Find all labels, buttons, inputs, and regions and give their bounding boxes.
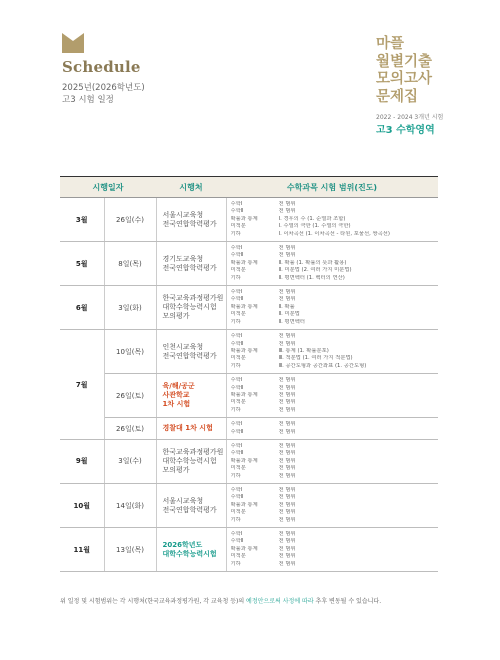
subject-range-line <box>231 231 434 238</box>
subject-range: 전 범위 <box>278 208 296 215</box>
date-cell: 26일(토) <box>104 374 156 418</box>
month-cell: 11월 <box>60 528 104 572</box>
subject-range-line <box>231 517 434 524</box>
subject-range: 전 범위 <box>278 487 296 493</box>
subject-range: 전 범위 <box>278 472 296 479</box>
organizer-line: 인천시교육청 <box>162 342 204 351</box>
subject-range: 전 범위 <box>278 545 296 552</box>
subject-range-line <box>231 341 434 348</box>
organizer-line: 경기도교육청 <box>162 254 204 263</box>
subject-range: 전 범위 <box>278 391 296 398</box>
subject-range: 전 범위 <box>278 399 296 406</box>
organizer-cell <box>156 198 226 242</box>
header-org: 시행처 <box>156 177 226 198</box>
subject-range-line <box>231 348 434 355</box>
table-row <box>60 242 438 286</box>
date-cell: 10일(목) <box>104 330 156 374</box>
month-cell: 5월 <box>60 242 104 286</box>
subject-range: 전 범위 <box>278 501 296 508</box>
date-cell: 26일(토) <box>104 418 156 440</box>
subject-name: 확률과 통계 <box>230 347 258 354</box>
table-row <box>60 439 438 483</box>
date-cell: 26일(수) <box>104 198 156 242</box>
page-subtitle-exam: 고3 시험 일정 <box>62 95 114 105</box>
organizer-line: 서울시교육청 <box>162 496 204 505</box>
subject-name: 확률과 통계 <box>230 303 258 310</box>
subject-range-line <box>231 296 434 303</box>
subject-name: 수학Ⅰ <box>230 377 243 384</box>
organizer-line: 전국연합학력평가 <box>162 263 217 272</box>
month-cell: 3월 <box>60 198 104 242</box>
subject-range: 전 범위 <box>278 442 296 449</box>
subject-name: 기하 <box>230 516 241 523</box>
table-header-row <box>60 177 438 198</box>
subject-range: 전 범위 <box>278 531 296 538</box>
subject-name: 미적분 <box>230 311 246 318</box>
subject-name: 미적분 <box>230 223 246 230</box>
subject-range-line <box>231 333 434 340</box>
subject-name: 미적분 <box>230 355 246 362</box>
header-date: 시행일자 <box>60 177 156 198</box>
subject-name: 수학Ⅰ <box>230 442 243 449</box>
table-row <box>60 418 438 440</box>
subject-name: 수학Ⅰ <box>230 531 243 538</box>
subject-range: 전 범위 <box>278 450 296 457</box>
subject-range-line <box>231 450 434 457</box>
subject-range-line <box>231 443 434 450</box>
schedule-body <box>60 198 438 572</box>
subject-range: Ⅰ. 이차곡선 (1. 이차곡선 - 타원, 포물선, 쌍곡선) <box>278 230 390 237</box>
subject-range-line <box>231 319 434 326</box>
subject-name: 수학Ⅰ <box>230 245 243 252</box>
month-cell: 10월 <box>60 484 104 528</box>
subject-range: 전 범위 <box>278 201 296 207</box>
organizer-cell <box>156 286 226 330</box>
subject-range: 전 범위 <box>278 333 296 340</box>
subject-name: 기하 <box>230 560 241 567</box>
subject-range-line <box>231 385 434 392</box>
subject-range: Ⅲ. 공간도형과 공간좌표 (1. 공간도형) <box>278 362 367 369</box>
subject-name: 미적분 <box>230 465 246 472</box>
organizer-line: 1차 시험 <box>162 400 191 409</box>
subject-range: Ⅰ. 수열의 극한 (1. 수열의 극한) <box>278 223 351 230</box>
subject-name: 미적분 <box>230 509 246 516</box>
subject-range: Ⅲ. 적분법 (1. 여러 가지 적분법) <box>278 355 353 362</box>
organizer-line: 대학수학능력시험 <box>162 303 217 312</box>
organizer-cell <box>156 330 226 374</box>
subject-name: 수학Ⅱ <box>230 340 244 347</box>
organizer-line: 모의평가 <box>162 312 190 321</box>
organizer-cell <box>156 418 226 440</box>
organizer-line: 경찰대 1차 시험 <box>162 424 213 433</box>
subject-range: 전 범위 <box>278 457 296 464</box>
subject-range-line <box>231 252 434 259</box>
subject-name: 미적분 <box>230 267 246 274</box>
subject-range: 전 범위 <box>278 509 296 516</box>
subject-name: 수학Ⅰ <box>230 201 243 207</box>
subject-range-line <box>231 311 434 318</box>
subject-range: 전 범위 <box>278 428 296 435</box>
subject-range: 전 범위 <box>278 384 296 391</box>
organizer-cell <box>156 484 226 528</box>
organizer-cell <box>156 528 226 572</box>
subject-range-line <box>231 458 434 465</box>
subject-range-line <box>231 546 434 553</box>
subject-range-line <box>231 275 434 282</box>
subject-name: 수학Ⅰ <box>230 333 243 340</box>
organizer-line: 전국연합학력평가 <box>162 219 217 228</box>
subject-name: 확률과 통계 <box>230 501 258 508</box>
page-subtitle-year: 2025년(2026학년도) <box>62 83 145 93</box>
subject-range: Ⅱ. 평면벡터 (1. 벡터의 연산) <box>278 274 345 281</box>
subject-range: 전 범위 <box>278 494 296 501</box>
organizer-line: 대학수학능력시험 <box>162 456 217 465</box>
organizer-cell <box>156 439 226 483</box>
date-cell: 3일(수) <box>104 439 156 483</box>
subject-name: 확률과 통계 <box>230 391 258 398</box>
range-cell <box>226 286 438 330</box>
subject-name: 확률과 통계 <box>230 545 258 552</box>
subject-name: 수학Ⅱ <box>230 450 244 457</box>
subject-name: 기하 <box>230 230 241 237</box>
subject-name: 확률과 통계 <box>230 259 258 266</box>
table-row <box>60 484 438 528</box>
subject-name: 기하 <box>230 318 241 325</box>
page-title: Schedule <box>62 58 141 76</box>
book-title-line: 월별기출 <box>376 53 433 70</box>
subject-name: 확률과 통계 <box>230 457 258 464</box>
subject-name: 수학Ⅱ <box>230 252 244 259</box>
book-title-line: 모의고사 <box>376 71 433 87</box>
subject-range-line <box>231 363 434 370</box>
subject-name: 확률과 통계 <box>230 215 258 222</box>
subject-range-line <box>231 201 434 208</box>
date-cell: 13일(목) <box>104 528 156 572</box>
subject-name: 수학Ⅱ <box>230 428 244 435</box>
subject-range-line <box>231 289 434 296</box>
subject-range-line <box>231 399 434 406</box>
subject-range-line <box>231 473 434 480</box>
table-row <box>60 286 438 330</box>
range-cell <box>226 374 438 418</box>
range-cell <box>226 198 438 242</box>
subject-range-line <box>231 487 434 494</box>
subject-range-line <box>231 355 434 362</box>
schedule-table <box>60 176 438 572</box>
subject-range-line <box>231 208 434 215</box>
subject-range: Ⅱ. 평면벡터 <box>278 318 305 325</box>
subject-range: 전 범위 <box>278 421 296 428</box>
subject-range: Ⅱ. 미분법 <box>278 311 300 318</box>
subject-name: 기하 <box>230 472 241 479</box>
subject-name: 미적분 <box>230 553 246 560</box>
book-title-line: 문제집 <box>376 88 419 105</box>
subject-name: 기하 <box>230 274 241 281</box>
subject-range: 전 범위 <box>278 560 296 567</box>
range-cell <box>226 484 438 528</box>
subject-range: 전 범위 <box>278 516 296 523</box>
subject-range: 전 범위 <box>278 296 296 303</box>
subject-range: 전 범위 <box>278 252 296 259</box>
subject-range: Ⅲ. 통계 (1. 확률분포) <box>278 347 329 354</box>
subject-range: 전 범위 <box>278 465 296 472</box>
subject-range-line <box>231 392 434 399</box>
organizer-cell <box>156 374 226 418</box>
subject-range: Ⅱ. 확률 <box>278 303 295 310</box>
footnote-highlight: 예정안으로써 사정에 따라 <box>246 598 314 605</box>
footnote-text-end: 추후 변동될 수 있습니다. <box>313 598 382 605</box>
month-cell: 9월 <box>60 439 104 483</box>
range-cell <box>226 528 438 572</box>
brand-logo-icon <box>62 33 84 53</box>
subject-range-line <box>231 216 434 223</box>
subject-range: Ⅱ. 미분법 (2. 여러 가지 미분법) <box>278 267 352 274</box>
subject-range: 전 범위 <box>278 406 296 413</box>
subject-name: 기하 <box>230 406 241 413</box>
subject-range-line <box>231 304 434 311</box>
range-cell <box>226 418 438 440</box>
subject-range: 전 범위 <box>278 340 296 347</box>
organizer-line: 모의평가 <box>162 465 190 474</box>
table-row <box>60 374 438 418</box>
subject-range-line <box>231 407 434 414</box>
table-row <box>60 330 438 374</box>
month-cell: 7월 <box>60 330 104 440</box>
subject-range-line <box>231 245 434 252</box>
footnote-text: 위 일정 및 시험범위는 각 시행처(한국교육과정평가원, 각 교육청 등)의 <box>60 598 247 605</box>
organizer-line: 전국연합학력평가 <box>162 351 217 360</box>
subject-range-line <box>231 494 434 501</box>
table-row <box>60 198 438 242</box>
subject-range: Ⅱ. 확률 (1. 확률의 뜻과 활용) <box>278 259 347 266</box>
month-cell: 6월 <box>60 286 104 330</box>
subject-range-line <box>231 553 434 560</box>
range-cell <box>226 439 438 483</box>
subject-range-line <box>231 223 434 230</box>
organizer-line: 2026학년도 <box>162 540 203 549</box>
organizer-cell <box>156 242 226 286</box>
subject-range-line <box>231 538 434 545</box>
subject-range: Ⅰ. 경우의 수 (1. 순열과 조합) <box>278 215 346 222</box>
subject-range-line <box>231 465 434 472</box>
subject-name: 수학Ⅱ <box>230 296 244 303</box>
header-range: 수학과목 시험 범위(진도) <box>226 177 438 198</box>
subject-range: 전 범위 <box>278 289 296 296</box>
subject-name: 수학Ⅱ <box>230 384 244 391</box>
subject-name: 수학Ⅰ <box>230 289 243 296</box>
subject-range-line <box>231 429 434 436</box>
subject-name: 수학Ⅱ <box>230 538 244 545</box>
date-cell: 3일(화) <box>104 286 156 330</box>
subject-name: 기하 <box>230 362 241 369</box>
subject-name: 미적분 <box>230 399 246 406</box>
organizer-line: 전국연합학력평가 <box>162 505 217 514</box>
subject-range-line <box>231 421 434 428</box>
footnote <box>60 596 381 605</box>
subject-range-line <box>231 509 434 516</box>
subject-range-line <box>231 561 434 568</box>
book-title-line: 마플 <box>376 36 405 52</box>
book-subject: 고3 수학영역 <box>376 125 435 136</box>
subject-name: 수학Ⅱ <box>230 208 244 215</box>
subject-name: 수학Ⅱ <box>230 494 244 501</box>
organizer-line: 육/해/공군 <box>162 382 195 391</box>
subject-range-line <box>231 531 434 538</box>
book-years: 2022 - 2024 3개년 시험 <box>376 114 444 121</box>
range-cell <box>226 330 438 374</box>
range-cell <box>226 242 438 286</box>
organizer-line: 대학수학능력시험 <box>162 549 217 558</box>
subject-range: 전 범위 <box>278 538 296 545</box>
subject-range-line <box>231 260 434 267</box>
book-title <box>376 36 432 106</box>
subject-range: 전 범위 <box>278 245 296 252</box>
subject-range: 전 범위 <box>278 377 296 384</box>
organizer-line: 한국교육과정평가원 <box>162 294 224 303</box>
subject-range-line <box>231 377 434 384</box>
subject-range-line <box>231 502 434 509</box>
subject-name: 수학Ⅰ <box>230 487 243 493</box>
organizer-line: 한국교육과정평가원 <box>162 447 224 456</box>
date-cell: 8일(목) <box>104 242 156 286</box>
subject-range-line <box>231 267 434 274</box>
subject-name: 수학Ⅰ <box>230 421 243 428</box>
organizer-line: 사관학교 <box>162 391 190 400</box>
table-row <box>60 528 438 572</box>
date-cell: 14일(화) <box>104 484 156 528</box>
organizer-line: 서울시교육청 <box>162 210 204 219</box>
subject-range: 전 범위 <box>278 553 296 560</box>
